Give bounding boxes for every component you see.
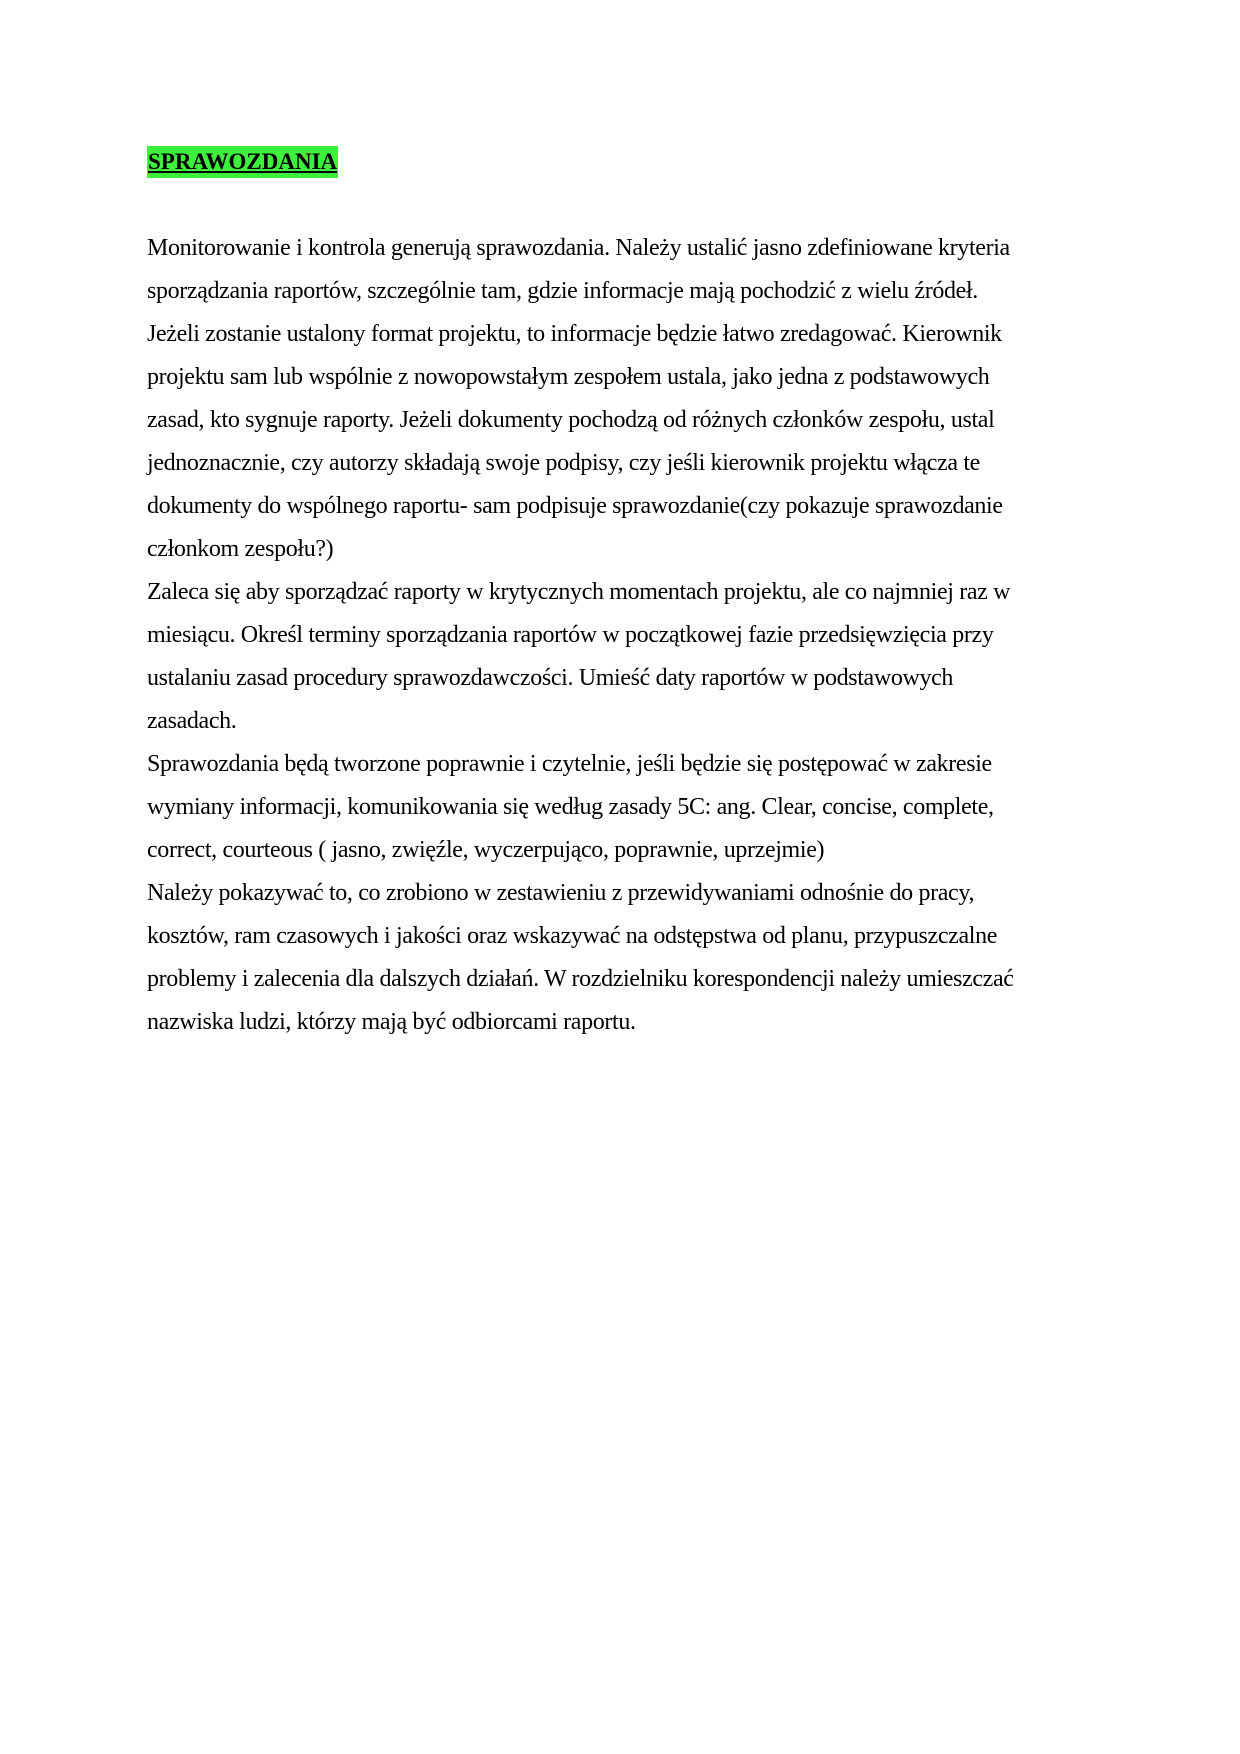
section-heading: SPRAWOZDANIA	[147, 146, 338, 178]
text-line: nazwiska ludzi, którzy mają być odbiorcami raportu.	[147, 1009, 636, 1035]
document-body	[147, 227, 1147, 1044]
text-line: ustalaniu zasad procedury sprawozdawczości. Umieść daty raportów w podstawowych	[147, 665, 954, 691]
text-line: Jeżeli zostanie ustalony format projektu, to informacje będzie łatwo zredagować. Kierownik	[147, 321, 1002, 347]
text-line: kosztów, ram czasowych i jakości oraz wskazywać na odstępstwa od planu, przypuszczalne	[147, 923, 998, 949]
text-line: correct, courteous ( jasno, zwięźle, wyczerpująco, poprawnie, uprzejmie)	[147, 837, 825, 863]
text-line: wymiany informacji, komunikowania się według zasady 5C: ang. Clear, concise, complete,	[147, 794, 994, 820]
text-line: jednoznacznie, czy autorzy składają swoje podpisy, czy jeśli kierownik projektu włącza te	[147, 450, 980, 476]
text-line: miesiącu. Określ terminy sporządzania raportów w początkowej fazie przedsięwzięcia przy	[147, 622, 994, 648]
text-line: zasad, kto sygnuje raporty. Jeżeli dokumenty pochodzą od różnych członków zespołu, ustal	[147, 407, 995, 433]
text-line: Należy pokazywać to, co zrobiono w zestawieniu z przewidywaniami odnośnie do pracy,	[147, 880, 975, 906]
text-line: Monitorowanie i kontrola generują sprawozdania. Należy ustalić jasno zdefiniowane kryteria	[147, 235, 1010, 261]
text-line: Zaleca się aby sporządzać raporty w krytycznych momentach projektu, ale co najmniej raz w	[147, 579, 1011, 605]
text-line: członkom zespołu?)	[147, 536, 334, 562]
text-line: zasadach.	[147, 708, 237, 734]
text-line: Sprawozdania będą tworzone poprawnie i czytelnie, jeśli będzie się postępować w zakresie	[147, 751, 992, 777]
text-line: sporządzania raportów, szczególnie tam, gdzie informacje mają pochodzić z wielu źródeł.	[147, 278, 978, 304]
text-line: dokumenty do wspólnego raportu- sam podpisuje sprawozdanie(czy pokazuje sprawozdanie	[147, 493, 1003, 519]
text-line: projektu sam lub wspólnie z nowopowstałym zespołem ustala, jako jedna z podstawowych	[147, 364, 990, 390]
text-line: problemy i zalecenia dla dalszych działań. W rozdzielniku korespondencji należy umieszczać	[147, 966, 1014, 992]
